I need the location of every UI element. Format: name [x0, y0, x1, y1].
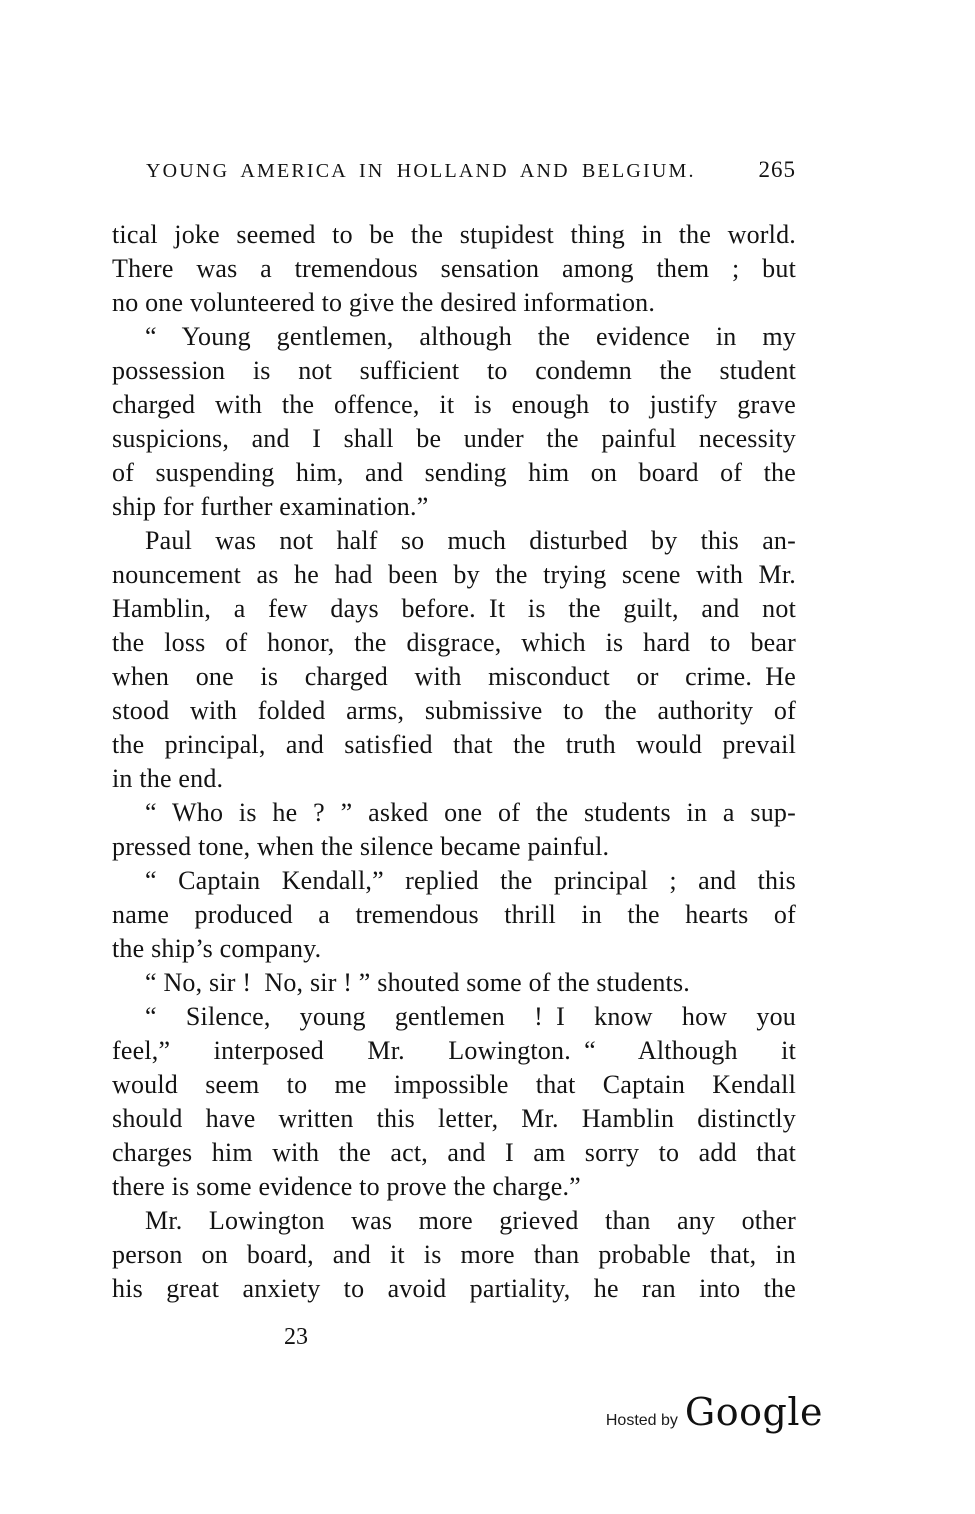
paragraph	[112, 796, 796, 864]
text-line: person on board, and it is more than probable that, in	[112, 1240, 796, 1269]
paragraph	[112, 1204, 796, 1306]
text-line: “ Young gentlemen, although the evidence in my	[145, 322, 796, 351]
running-header	[112, 157, 796, 183]
text-line: in the end.	[112, 764, 224, 793]
text-line: There was a tremendous sensation among them ; but	[112, 254, 796, 283]
page-body	[112, 218, 796, 1306]
text-line: suspicions, and I shall be under the painful necessity	[112, 424, 796, 453]
hosted-by-google-watermark	[606, 1392, 823, 1432]
text-line: should have written this letter, Mr. Hamblin distinctly	[112, 1104, 796, 1133]
text-line: “ No, sir ! No, sir ! ” shouted some of the students.	[145, 968, 690, 997]
hosted-by-label: Hosted by	[605, 1412, 678, 1429]
text-line: nouncement as he had been by the trying scene with Mr.	[112, 560, 796, 589]
text-line: possession is not sufficient to condemn the student	[112, 356, 796, 385]
text-line: the principal, and satisfied that the truth would prevail	[112, 730, 796, 759]
paragraph	[112, 218, 796, 320]
text-line: there is some evidence to prove the charge.”	[112, 1172, 581, 1201]
paragraph	[112, 320, 796, 524]
text-line: the loss of honor, the disgrace, which is hard to bear	[112, 628, 796, 657]
text-line: pressed tone, when the silence became painful.	[112, 832, 610, 861]
text-line: would seem to me impossible that Captain Kendall	[112, 1070, 796, 1099]
text-line: Paul was not half so much disturbed by this an-	[145, 526, 796, 555]
text-line: of suspending him, and sending him on board of the	[112, 458, 796, 487]
google-logo: Google	[684, 1390, 823, 1434]
text-line: stood with folded arms, submissive to the authority of	[112, 696, 796, 725]
text-line: no one volunteered to give the desired information.	[112, 288, 656, 317]
running-header-title: YOUNG AMERICA IN HOLLAND AND BELGIUM.	[146, 160, 696, 182]
text-line: name produced a tremendous thrill in the hearts of	[112, 900, 796, 929]
paragraph	[112, 966, 796, 1000]
text-line: when one is charged with misconduct or crime. He	[112, 662, 796, 691]
signature-mark: 23	[284, 1324, 308, 1350]
text-line: feel,” interposed Mr. Lowington. “ Although it	[112, 1036, 796, 1065]
text-line: Mr. Lowington was more grieved than any other	[145, 1206, 796, 1235]
text-line: ship for further examination.”	[112, 492, 429, 521]
text-line: “ Captain Kendall,” replied the principal ; and this	[145, 866, 796, 895]
paragraph	[112, 1000, 796, 1204]
text-line: Hamblin, a few days before. It is the guilt, and not	[112, 594, 796, 623]
text-line: charged with the offence, it is enough to justify grave	[112, 390, 796, 419]
text-line: tical joke seemed to be the stupidest thing in the world.	[112, 220, 796, 249]
text-line: his great anxiety to avoid partiality, he ran into the	[112, 1274, 796, 1303]
text-line: “ Silence, young gentlemen ! I know how you	[145, 1002, 796, 1031]
text-line: “ Who is he ? ” asked one of the students in a sup-	[145, 798, 796, 827]
text-line: charges him with the act, and I am sorry to add that	[112, 1138, 796, 1167]
text-line: the ship’s company.	[112, 934, 322, 963]
page-number: 265	[758, 157, 796, 182]
paragraph	[112, 864, 796, 966]
paragraph	[112, 524, 796, 796]
